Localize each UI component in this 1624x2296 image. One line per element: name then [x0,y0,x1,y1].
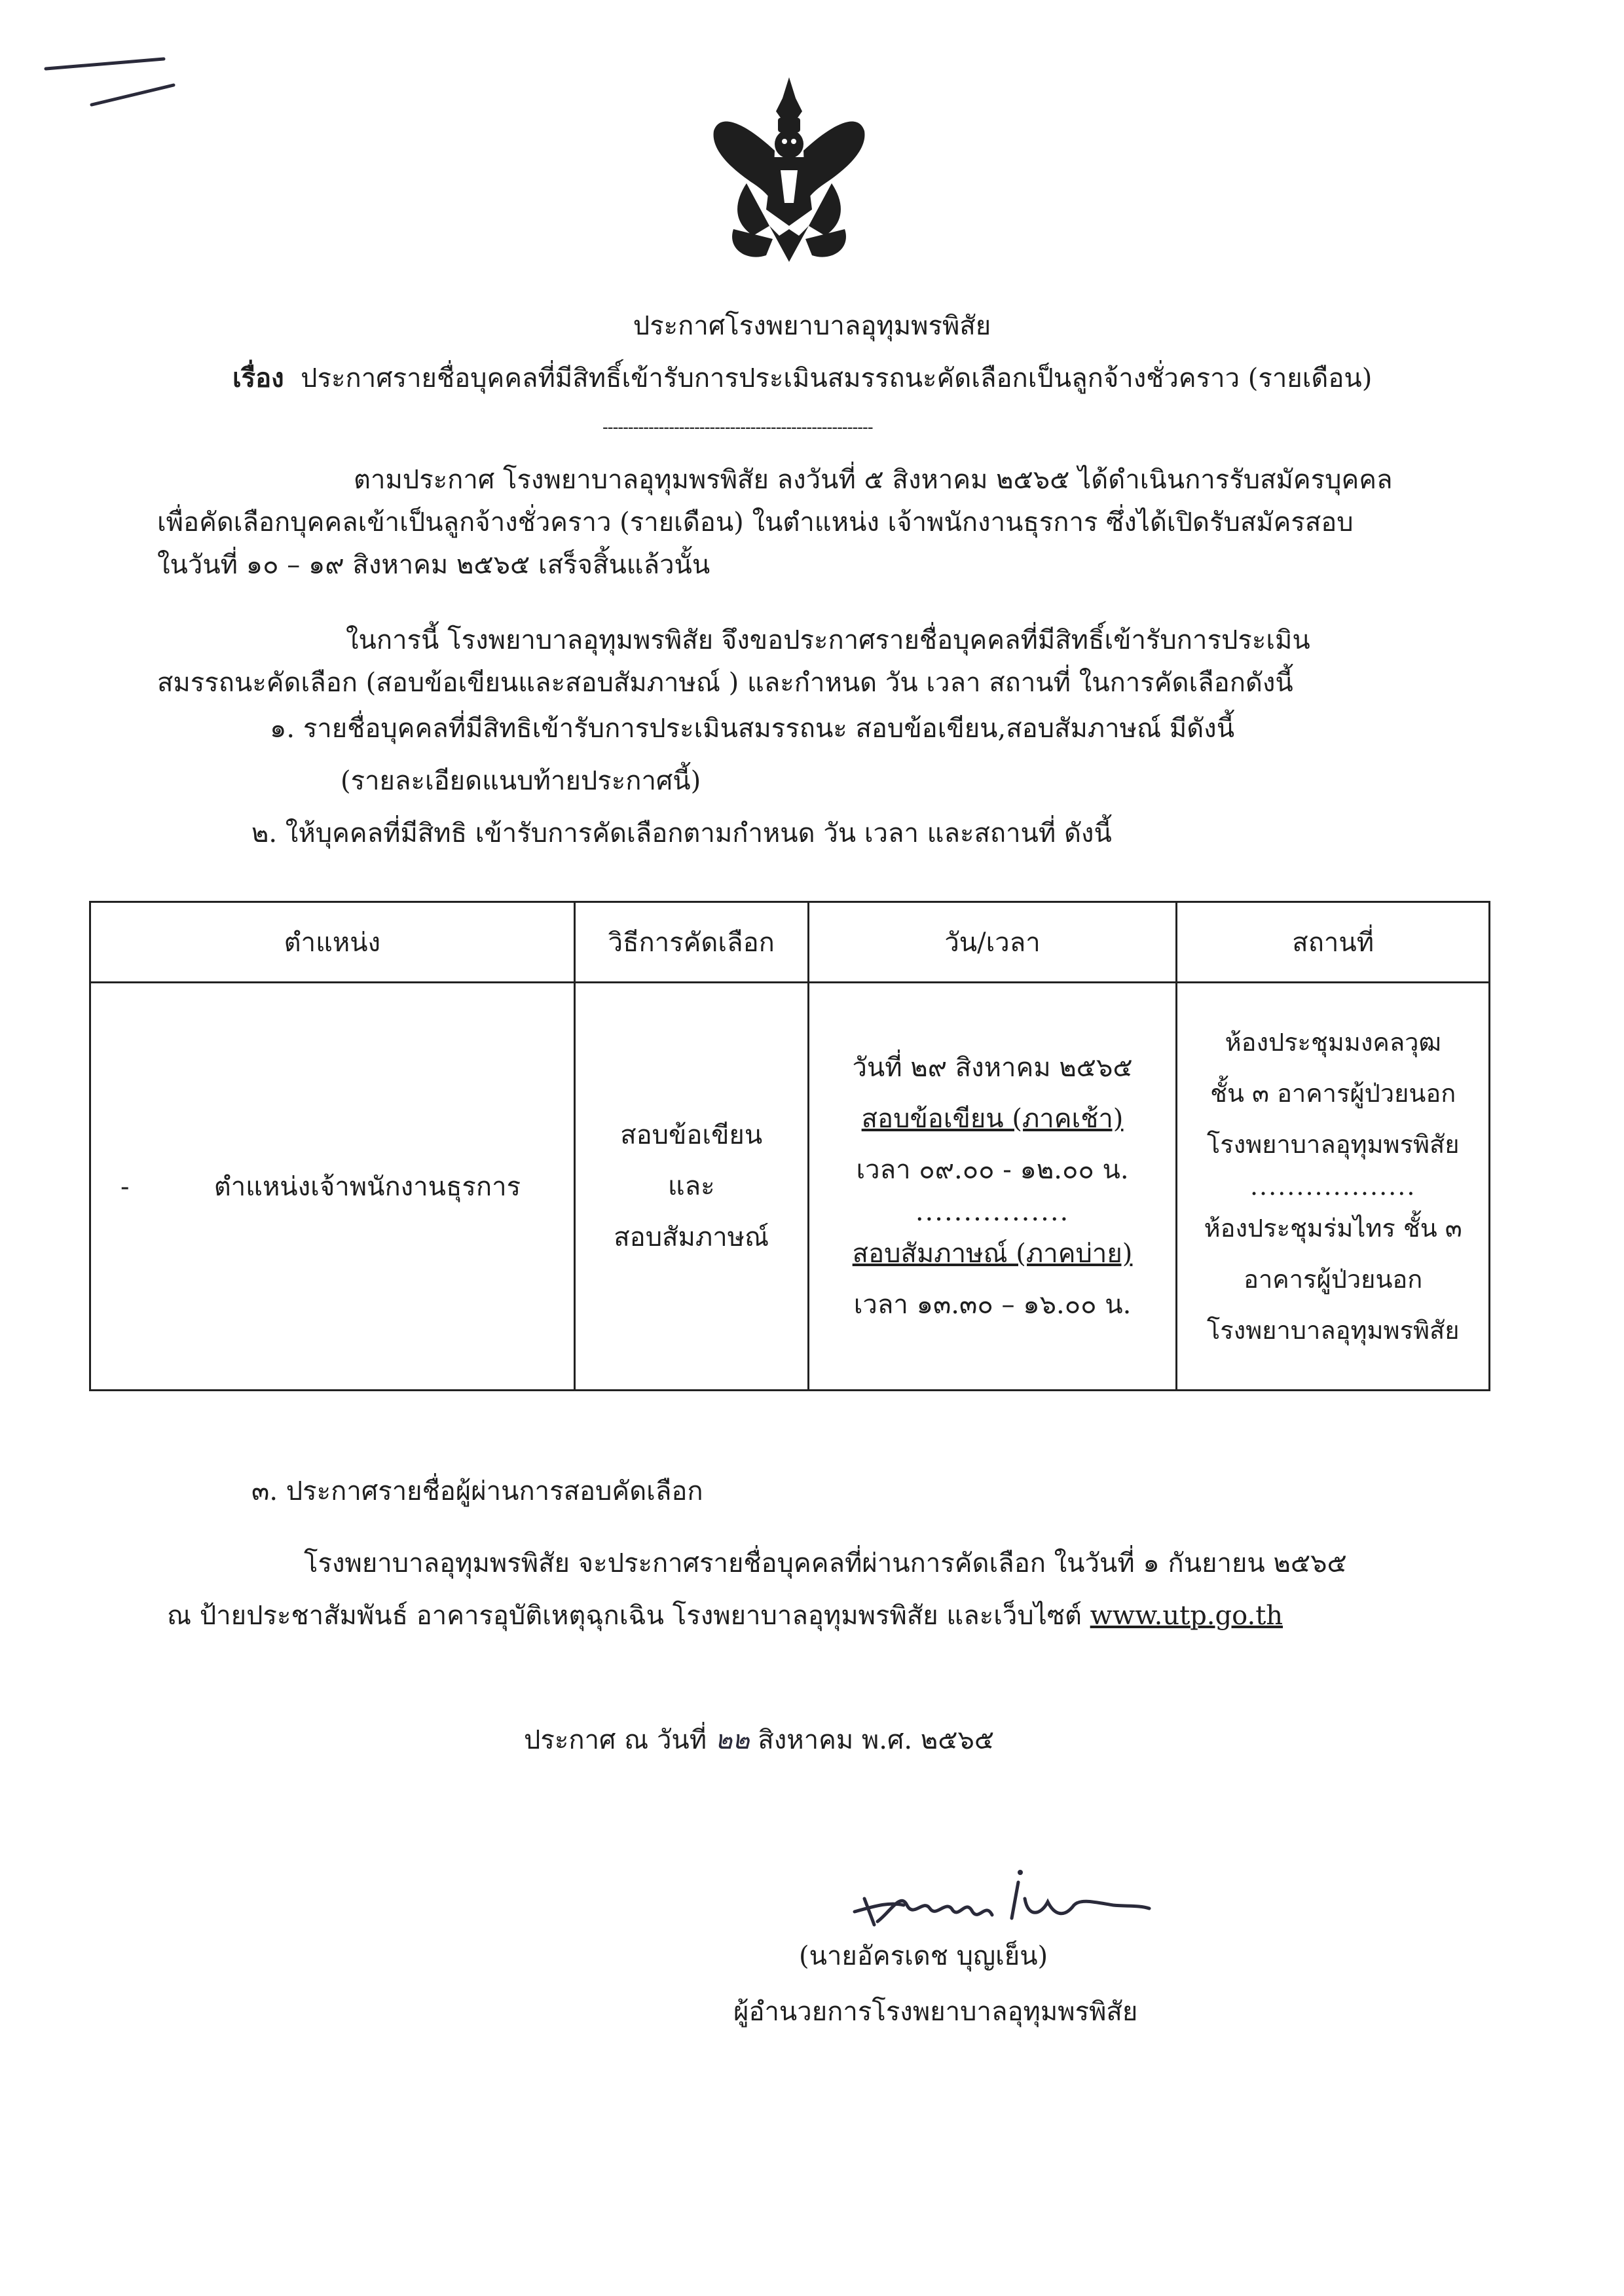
room2-line2: อาคารผู้ป่วยนอก [1244,1265,1423,1294]
para1-line3: ในวันที่ ๑๐ – ๑๙ สิงหาคม ๒๕๖๕ เสร็จสิ้นแล้วนั้น [157,550,710,580]
exam-date: วันที่ ๒๙ สิงหาคม ๒๕๖๕ [852,1053,1133,1083]
place-separator: .................. [1249,1172,1416,1201]
subject-line [232,360,1372,397]
pen-mark [39,46,183,118]
item1-text: ๑. รายชื่อบุคคลที่มีสิทธิเข้ารับการประเมินสมรรถนะ สอบข้อเขียน,สอบสัมภาษณ์ มีดังนี้ [270,714,1235,744]
announce-date [524,1722,994,1758]
item2-text: ๒. ให้บุคคลที่มีสิทธิ เข้ารับการคัดเลือกตามกำหนด วัน เวลา และสถานที่ ดังนี้ [251,818,1112,848]
garuda-emblem-icon [707,72,871,268]
date-prefix: ประกาศ ณ วันที่ [524,1725,707,1755]
written-exam-time: เวลา ๐๙.๐๐ - ๑๒.๐๐ น. [856,1155,1129,1185]
date-suffix: สิงหาคม พ.ศ. ๒๕๖๕ [758,1725,995,1755]
method-and: และ [667,1171,715,1201]
website-link[interactable]: www.utp.go.th [1090,1601,1283,1631]
para2-line2: สมรรถนะคัดเลือก (สอบข้อเขียนและสอบสัมภาษณ์ ) และกำหนด วัน เวลา สถานที่ ในการคัดเลือกดังนี้ [157,668,1293,698]
schedule-table [89,901,1490,1391]
cell-place [1177,983,1490,1391]
interview-time: เวลา ๑๓.๓๐ – ๑๖.๐๐ น. [853,1290,1132,1320]
room1-line3: โรงพยาบาลอุทุมพรพิสัย [1206,1130,1460,1159]
table-row [90,983,1490,1391]
signature-icon [851,1853,1153,1944]
room1-line2: ชั้น ๓ อาคารผู้ป่วยนอก [1210,1079,1456,1108]
section3-line2 [167,1597,1283,1634]
subject-text: ประกาศรายชื่อบุคคลที่มีสิทธิ์เข้ารับการประเมินสมรรถนะคัดเลือกเป็นลูกจ้างชั่วคราว (รายเดือน) [301,363,1373,393]
para2-line1: ในการนี้ โรงพยาบาลอุทุมพรพิสัย จึงขอประกาศรายชื่อบุคคลที่มีสิทธิ์เข้ารับการประเมิน [346,625,1310,655]
signer-title: ผู้อำนวยการโรงพยาบาลอุทุมพรพิสัย [733,1997,1138,2027]
para1-line2: เพื่อคัดเลือกบุคคลเข้าเป็นลูกจ้างชั่วคราว (รายเดือน) ในตำแหน่ง เจ้าพนักงานธุรการ ซึ่งได้เปิดรับสมัครสอบ [157,507,1354,538]
header-divider: ----------------------------------------------------- [602,418,873,437]
room2-line3: โรงพยาบาลอุทุมพรพิสัย [1206,1316,1460,1345]
date-day: ๒๒ [714,1725,750,1755]
room2-line1: ห้องประชุมร่มไทร ชั้น ๓ [1204,1214,1462,1243]
section3-line2-text: ณ ป้ายประชาสัมพันธ์ อาคารอุบัติเหตุฉุกเฉิน โรงพยาบาลอุทุมพรพิสัย และเว็บไซต์ [167,1601,1090,1631]
para1-line1: ตามประกาศ โรงพยาบาลอุทุมพรพิสัย ลงวันที่ ๕ สิงหาคม ๒๕๖๕ ได้ดำเนินการรับสมัครบุคคล [354,465,1393,495]
header-datetime: วัน/เวลา [808,902,1177,983]
written-exam-label: สอบข้อเขียน (ภาคเช้า) [861,1104,1124,1134]
cell-datetime [808,983,1177,1391]
section3-title: ๓. ประกาศรายชื่อผู้ผ่านการสอบคัดเลือก [251,1476,703,1506]
header-position: ตำแหน่ง [90,902,575,983]
section3-line1: โรงพยาบาลอุทุมพรพิสัย จะประกาศรายชื่อบุคคลที่ผ่านการคัดเลือก ในวันที่ ๑ กันยายน ๒๕๖๕ [304,1548,1347,1578]
cell-position [90,983,575,1391]
method-interview: สอบสัมภาษณ์ [614,1222,769,1252]
method-written: สอบข้อเขียน [620,1120,763,1150]
room1-line1: ห้องประชุมมงคลวุฒ [1225,1028,1441,1057]
subject-label: เรื่อง [232,363,284,393]
cell-method [574,983,808,1391]
announcement-title: ประกาศโรงพยาบาลอุทุมพรพิสัย [633,311,991,341]
table-header-row [90,902,1490,983]
item1-note: (รายละเอียดแนบท้ายประกาศนี้) [341,766,701,796]
header-place: สถานที่ [1177,902,1490,983]
datetime-separator: ................ [915,1197,1070,1227]
header-method: วิธีการคัดเลือก [574,902,808,983]
interview-label: สอบสัมภาษณ์ (ภาคบ่าย) [852,1239,1133,1269]
position-name: ตำแหน่งเจ้าพนักงานธุรการ [213,1172,521,1202]
position-dash: - [120,1172,130,1202]
signer-name: (นายอัครเดช บุญเย็น) [799,1941,1048,1971]
